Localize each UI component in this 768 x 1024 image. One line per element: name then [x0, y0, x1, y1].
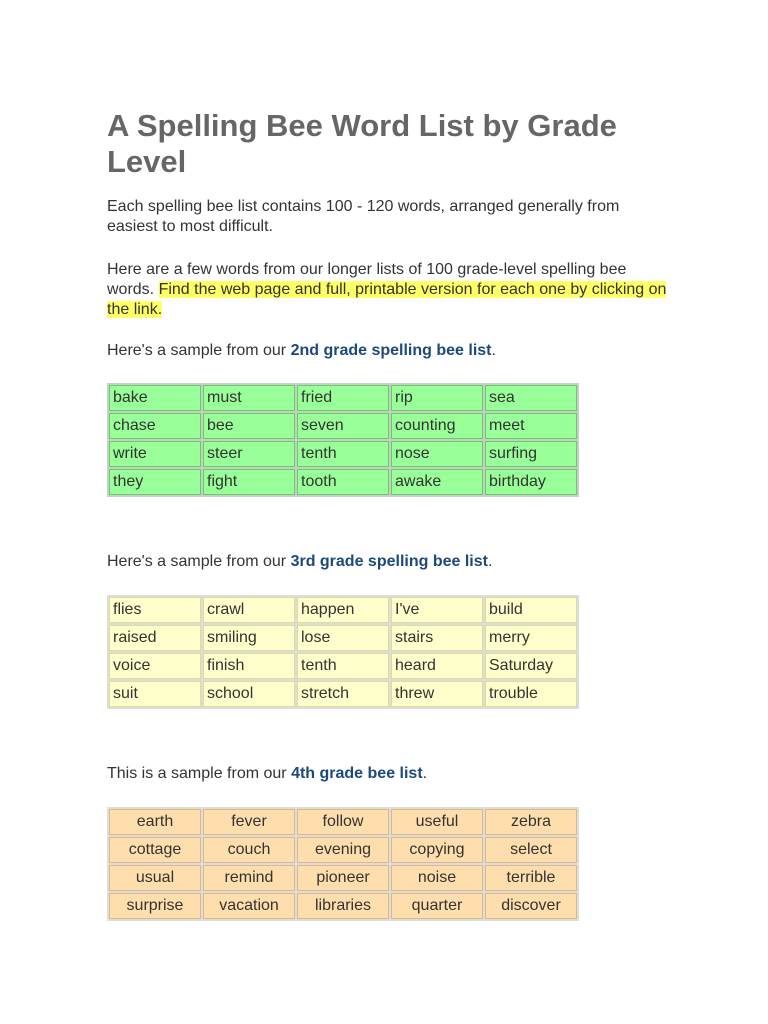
intro-paragraph: Each spelling bee list contains 100 - 120 words, arranged generally from easiest to most difficult.	[107, 198, 620, 235]
word-cell: libraries	[297, 893, 389, 919]
word-cell: lose	[297, 625, 389, 651]
word-cell: chase	[109, 413, 201, 439]
word-cell: copying	[391, 837, 483, 863]
table-row	[109, 413, 577, 439]
word-cell: threw	[391, 681, 483, 707]
section-intro-2nd-grade	[107, 341, 667, 361]
section-prefix: Here's a sample from our	[107, 553, 291, 570]
lead-text: Here are a few words from our longer lists of 100 grade-level spelling bee words.	[107, 261, 627, 298]
word-cell: fried	[297, 385, 389, 411]
section-intro-4th-grade	[107, 764, 667, 784]
word-cell: counting	[391, 413, 483, 439]
table-row	[109, 681, 577, 707]
word-cell: voice	[109, 653, 201, 679]
word-cell: remind	[203, 865, 295, 891]
table-row	[109, 809, 577, 835]
word-cell: seven	[297, 413, 389, 439]
page-title: A Spelling Bee Word List by Grade Level	[107, 108, 617, 179]
word-table-4th-grade	[107, 807, 579, 921]
table-row	[109, 865, 577, 891]
section-suffix: .	[422, 765, 428, 782]
section-prefix: This is a sample from our	[107, 765, 292, 782]
word-cell: fever	[203, 809, 295, 835]
word-cell: write	[109, 441, 201, 467]
word-cell: flies	[109, 597, 201, 623]
word-cell: smiling	[203, 625, 295, 651]
section-suffix: .	[491, 342, 496, 359]
word-cell: suit	[109, 681, 201, 707]
word-cell: couch	[203, 837, 295, 863]
word-cell: surprise	[109, 893, 201, 919]
table-row	[109, 625, 577, 651]
word-cell: Saturday	[485, 653, 577, 679]
table-row	[109, 385, 577, 411]
table-row	[109, 893, 577, 919]
word-cell: birthday	[485, 469, 577, 495]
word-cell: stairs	[391, 625, 483, 651]
table-row	[109, 837, 577, 863]
section-intro-3rd-grade	[107, 552, 667, 572]
word-cell: tenth	[297, 441, 389, 467]
table-row	[109, 597, 577, 623]
link-2nd-grade-list[interactable]: 2nd grade spelling bee list	[290, 342, 492, 359]
word-cell: vacation	[203, 893, 295, 919]
link-3rd-grade-list[interactable]: 3rd grade spelling bee list	[290, 553, 488, 570]
word-cell: cottage	[109, 837, 201, 863]
word-cell: noise	[391, 865, 483, 891]
word-table-3rd-grade	[107, 595, 579, 709]
word-cell: I've	[391, 597, 483, 623]
word-cell: meet	[485, 413, 577, 439]
word-cell: tenth	[297, 653, 389, 679]
word-cell: stretch	[297, 681, 389, 707]
lead-paragraph	[107, 260, 667, 320]
section-prefix: Here's a sample from our	[107, 342, 291, 359]
table-row	[109, 653, 577, 679]
word-cell: happen	[297, 597, 389, 623]
word-cell: surfing	[485, 441, 577, 467]
word-cell: evening	[297, 837, 389, 863]
word-cell: follow	[297, 809, 389, 835]
word-cell: finish	[203, 653, 295, 679]
word-cell: bake	[109, 385, 201, 411]
word-cell: select	[485, 837, 577, 863]
word-cell: fight	[203, 469, 295, 495]
word-cell: tooth	[297, 469, 389, 495]
word-cell: must	[203, 385, 295, 411]
word-cell: school	[203, 681, 295, 707]
word-cell: crawl	[203, 597, 295, 623]
word-cell: build	[485, 597, 577, 623]
word-cell: awake	[391, 469, 483, 495]
word-cell: merry	[485, 625, 577, 651]
word-cell: pioneer	[297, 865, 389, 891]
word-cell: discover	[485, 893, 577, 919]
word-cell: nose	[391, 441, 483, 467]
word-cell: they	[109, 469, 201, 495]
word-cell: usual	[109, 865, 201, 891]
link-4th-grade-list[interactable]: 4th grade bee list	[291, 765, 423, 782]
table-row	[109, 469, 577, 495]
word-cell: sea	[485, 385, 577, 411]
word-cell: steer	[203, 441, 295, 467]
word-cell: raised	[109, 625, 201, 651]
section-suffix: .	[487, 553, 493, 570]
word-cell: useful	[391, 809, 483, 835]
word-cell: quarter	[391, 893, 483, 919]
highlighted-text: Find the web page and full, printable version for each one by clicking on the link.	[107, 281, 667, 318]
word-table-2nd-grade	[107, 383, 579, 497]
word-cell: zebra	[485, 809, 577, 835]
table-row	[109, 441, 577, 467]
word-cell: bee	[203, 413, 295, 439]
word-cell: trouble	[485, 681, 577, 707]
word-cell: terrible	[485, 865, 577, 891]
word-cell: earth	[109, 809, 201, 835]
word-cell: rip	[391, 385, 483, 411]
word-cell: heard	[391, 653, 483, 679]
